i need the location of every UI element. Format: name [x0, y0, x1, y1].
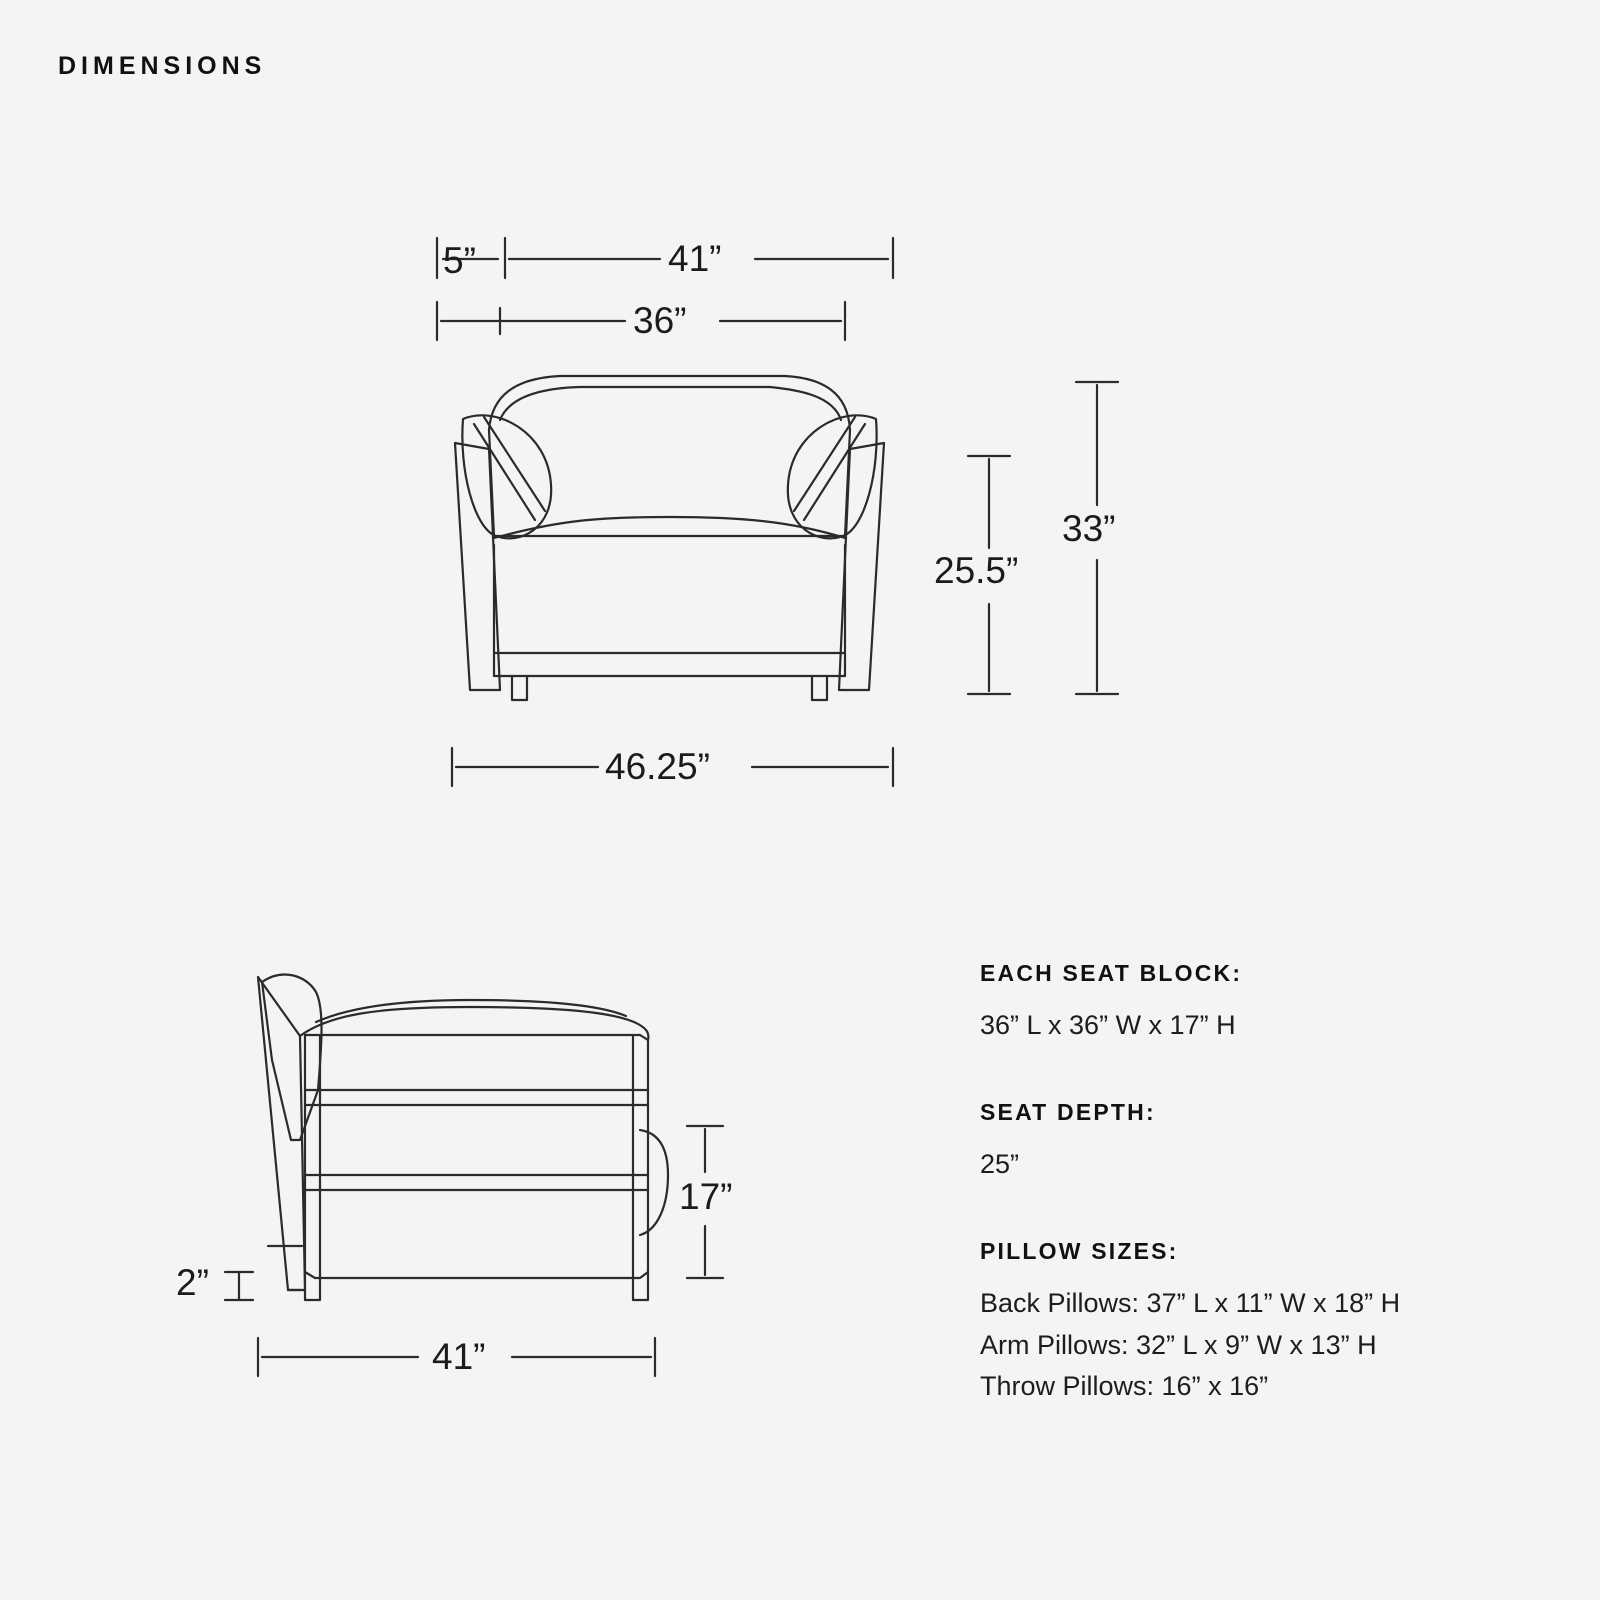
spec-line: 36” L x 36” W x 17” H [980, 1010, 1236, 1040]
spec-line: Back Pillows: 37” L x 11” W x 18” H [980, 1287, 1401, 1318]
dim-line-2 [225, 1272, 253, 1300]
dim-label-inside-width: 41” [668, 238, 722, 279]
dim-label-overall-depth: 41” [432, 1336, 486, 1377]
spec-heading: SEAT DEPTH: [980, 1098, 1156, 1125]
dim-label-back-height: 33” [1062, 508, 1116, 549]
spec-line: Throw Pillows: 16” x 16” [980, 1371, 1269, 1402]
spec-group-seat-depth [980, 1099, 1540, 1186]
spec-group-pillow-sizes [980, 1238, 1540, 1409]
dim-label-leg-height: 2” [176, 1262, 209, 1303]
spec-line: Arm Pillows: 32” L x 9” W x 13” H [980, 1329, 1377, 1360]
spec-heading: PILLOW SIZES: [980, 1237, 1179, 1264]
front-chair-drawing [455, 376, 884, 700]
dim-label-overall-width: 46.25” [605, 746, 710, 787]
spec-line: 25” [980, 1148, 1020, 1179]
spec-heading: EACH SEAT BLOCK: [980, 960, 1243, 986]
dim-label-arm-width: 5” [443, 240, 476, 281]
dim-line-41-top [437, 238, 893, 278]
page-title: DIMENSIONS [58, 52, 267, 80]
spec-list [980, 960, 1540, 1460]
dim-label-arm-height: 25.5” [934, 550, 1019, 591]
spec-group-seat-block [980, 960, 1540, 1047]
dim-label-seat-height: 17” [679, 1176, 733, 1217]
side-chair-drawing [258, 975, 668, 1300]
dim-label-seat-width: 36” [633, 300, 687, 341]
